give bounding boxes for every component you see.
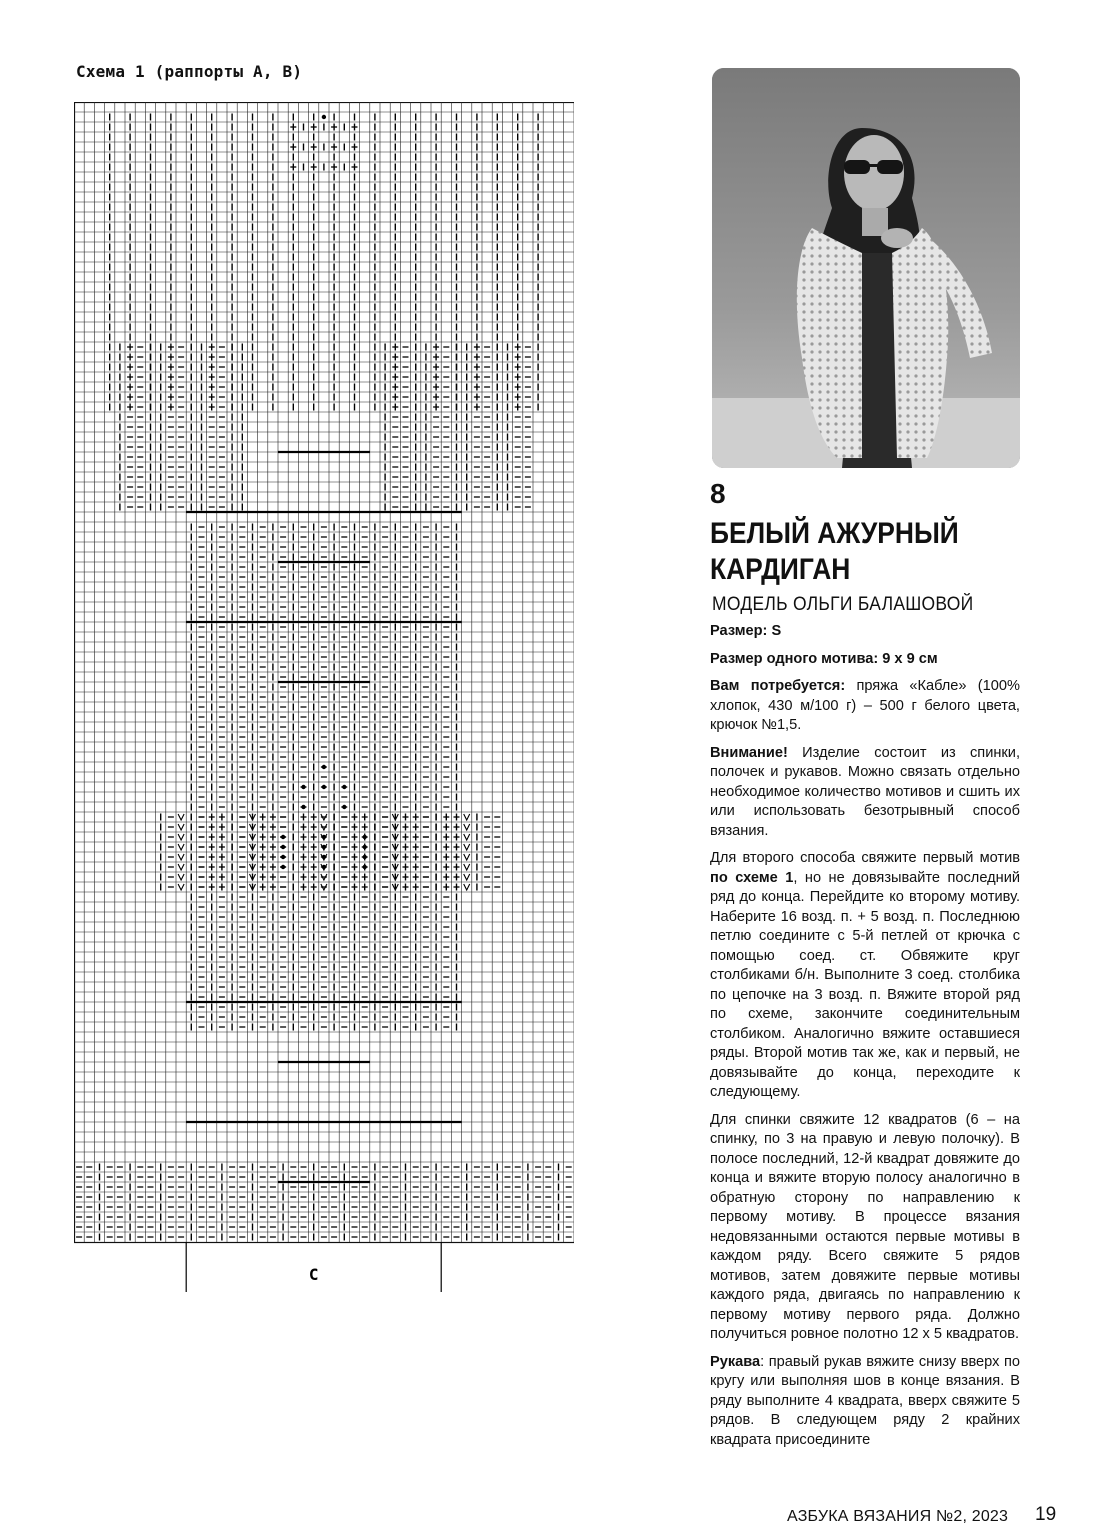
back-paragraph: Для спинки свяжите 12 квадратов (6 – на спинку, по 3 на правую и левую полочку). В полосе последний, 12-й квадрат довяжите до конца и вяжите вторую полосу аналогично в обратную сторону по направлению к первому мотиву. В процессе вязания недовязанными остаются первые мотивы в каждом ряду. Всего свяжите 5 рядов мотивов, затем довяжите первые мотивы каждого ряда, двигаясь по направлению к первому мотиву первого ряда. Должно получиться ровное полотно 12 х 5 квадратов. (710, 1111, 1020, 1342)
sleeves-label: Рукава (710, 1353, 761, 1370)
magazine-footer: АЗБУКА ВЯЗАНИЯ №2, 2023 (787, 1508, 1009, 1525)
materials-paragraph (710, 677, 1020, 736)
method-text-a: Для второго способа свяжите первый мотив (710, 850, 1020, 866)
attention-label: Внимание! (710, 744, 788, 761)
instructions-column (710, 622, 1020, 1458)
sleeves-text: : правый рукав вяжите снизу вверх по кругу или выполняя шов в конце вязания. В ряду выполните 4 квадрата, вверх свяжите 5 рядов. В следующем ряду 2 крайних квадрата присоедините (710, 1353, 1020, 1448)
chart-bottom-label: С (308, 1265, 319, 1284)
motif-size-line (710, 650, 1020, 670)
model-photo (712, 68, 1020, 468)
sleeves-paragraph (710, 1353, 1020, 1451)
method-paragraph (710, 849, 1020, 1103)
model-author: МОДЕЛЬ ОЛЬГИ БАЛАШОВОЙ (712, 594, 974, 615)
attention-paragraph (710, 744, 1020, 842)
method-scheme-ref: по схеме 1 (710, 869, 794, 886)
crochet-chart (74, 102, 574, 1312)
materials-label: Вам потребуется: (710, 678, 846, 694)
size-line (710, 622, 1020, 642)
size-label: Размер: S (710, 623, 782, 639)
attention-text: Изделие состоит из спинки, полочек и рукавов. Можно связать отдельно необходимое количество мотивов и сшить их или использовать безотрывный способ вязания. (710, 744, 1020, 839)
materials-text: пряжа «Кабле» (100% хлопок, 430 м/100 г) – 500 г белого цвета, крючок №1,5. (710, 678, 1020, 733)
motif-size-label: Размер одного мотива: 9 х 9 см (710, 650, 938, 667)
model-title-line2: КАРДИГАН (710, 553, 851, 586)
method-text-b: , но не довязывайте последний ряд до конца. Перейдите ко второму мотиву. Наберите 16 возд. п. + 5 возд. п. Последнюю петлю соедините с 5-й петлей от крючка с помощью соед. ст. Обвяжите круг столбиками б/н. Выполните 3 соед. столбика по цепочке на 3 возд. п. Вяжите второй ряд по схеме, закончите соединительным столбиком. Аналогично вяжите оставшиеся ряды. Второй мотив так же, как и первый, не довязывайте до конца, переходите к следующему. (710, 869, 1021, 1100)
model-title (710, 516, 983, 588)
model-number: 8 (710, 478, 726, 509)
page-number: 19 (1035, 1504, 1057, 1525)
model-title-line1: БЕЛЫЙ АЖУРНЫЙ (710, 517, 959, 550)
scheme-title: Схема 1 (раппорты А, В) (76, 62, 303, 81)
